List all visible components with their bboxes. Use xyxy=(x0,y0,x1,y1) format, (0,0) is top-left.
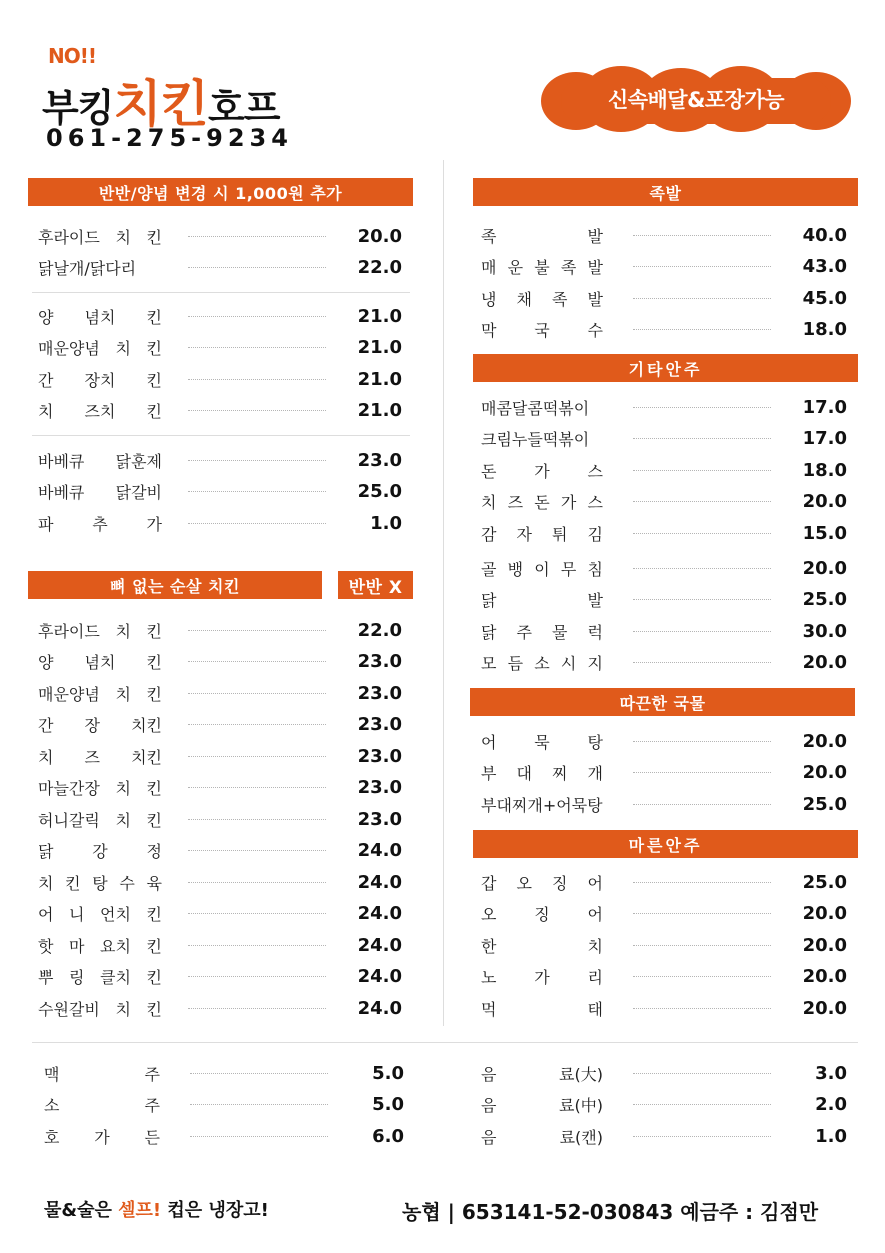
menu-item-name: 음 료(大) xyxy=(481,1064,603,1084)
menu-item-name: 오 징 어 xyxy=(481,905,603,924)
menu-item-price: 20.0 xyxy=(802,997,847,1019)
menu-item xyxy=(38,868,402,896)
leader-dots xyxy=(188,756,326,757)
leader-dots xyxy=(188,630,326,631)
menu-item-price: 24.0 xyxy=(357,997,402,1019)
menu-item xyxy=(38,774,402,802)
menu-item-name: 돈 가 스 xyxy=(481,461,603,481)
menu-item xyxy=(481,519,847,547)
leader-dots xyxy=(188,945,326,946)
menu-item xyxy=(38,805,402,833)
menu-item-price: 40.0 xyxy=(802,224,847,246)
leader-dots xyxy=(633,438,771,439)
leader-dots xyxy=(190,1104,328,1105)
menu-item-name: 음 료(中) xyxy=(481,1096,603,1115)
menu-item xyxy=(481,900,847,928)
menu-item xyxy=(38,222,402,250)
footer-self-service xyxy=(44,1196,269,1222)
menu-item-price: 24.0 xyxy=(357,871,402,893)
leader-dots xyxy=(188,976,326,977)
menu-item-name: 닭 강 정 xyxy=(38,842,162,861)
leader-dots xyxy=(188,661,326,662)
menu-item-name: 간 장 치킨 xyxy=(38,716,162,735)
menu-item xyxy=(481,586,847,614)
leader-dots xyxy=(633,533,771,534)
menu-item xyxy=(481,253,847,281)
menu-item-name: 호 가 든 xyxy=(44,1127,160,1147)
menu-item-name: 매콤달콤떡볶이 xyxy=(481,398,590,418)
leader-dots xyxy=(188,460,326,461)
menu-item-name: 노 가 리 xyxy=(481,968,603,987)
menu-item-price: 1.0 xyxy=(815,1125,847,1147)
menu-item xyxy=(481,963,847,991)
menu-item-name: 닭 주 물 럭 xyxy=(481,622,603,642)
menu-item-name: 치 즈 돈 가 스 xyxy=(481,493,603,512)
leader-dots xyxy=(188,693,326,694)
menu-item-price: 5.0 xyxy=(372,1094,404,1115)
menu-item-name: 뿌 링 클치 킨 xyxy=(38,968,162,987)
menu-item-price: 3.0 xyxy=(815,1062,847,1084)
menu-item-name: 어 묵 탕 xyxy=(481,732,603,752)
leader-dots xyxy=(633,772,771,773)
menu-item-name: 치 즈치 킨 xyxy=(38,402,162,421)
menu-item xyxy=(38,365,402,393)
leader-dots xyxy=(188,819,326,820)
menu-item-price: 23.0 xyxy=(357,745,402,767)
menu-item xyxy=(38,679,402,707)
leader-dots xyxy=(188,787,326,788)
leader-dots xyxy=(633,662,771,663)
leader-dots xyxy=(188,347,326,348)
menu-item xyxy=(481,727,847,755)
section-header-dry: 마른안주 xyxy=(473,830,858,858)
menu-item-price: 22.0 xyxy=(357,257,402,278)
menu-item xyxy=(38,397,402,425)
logo-part1: 부킹 xyxy=(42,86,114,130)
menu-item-name: 치 킨 탕 수 육 xyxy=(38,873,162,893)
menu-item xyxy=(481,456,847,484)
menu-item-name: 마늘간장 치 킨 xyxy=(38,779,162,798)
leader-dots xyxy=(633,631,771,632)
menu-item-name: 음 료(캔) xyxy=(481,1127,603,1147)
leader-dots xyxy=(188,523,326,524)
menu-item-name: 소 주 xyxy=(44,1096,160,1115)
menu-item-name: 크림누들떡볶이 xyxy=(481,430,590,449)
leader-dots xyxy=(188,882,326,883)
menu-item-name: 족 발 xyxy=(481,226,603,246)
menu-item-price: 21.0 xyxy=(357,400,402,421)
footer-bank-account: 농협 | 653141-52-030843 예금주 : 김점만 xyxy=(402,1200,819,1224)
menu-item-price: 21.0 xyxy=(357,305,402,327)
leader-dots xyxy=(188,1008,326,1009)
menu-item-price: 25.0 xyxy=(802,871,847,893)
leader-dots xyxy=(633,298,771,299)
leader-dots xyxy=(633,568,771,569)
menu-item-name: 후라이드 치 킨 xyxy=(38,621,162,641)
menu-item xyxy=(481,931,847,959)
menu-item xyxy=(38,900,402,928)
menu-item xyxy=(481,790,847,818)
menu-item xyxy=(481,649,847,677)
menu-item-name: 먹 태 xyxy=(481,999,603,1019)
menu-item-price: 20.0 xyxy=(802,934,847,956)
leader-dots xyxy=(633,599,771,600)
menu-item xyxy=(481,868,847,896)
section-header-chicken: 반반/양념 변경 시 1,000원 추가 xyxy=(28,178,413,206)
menu-item-name: 감 자 튀 김 xyxy=(481,524,603,544)
leader-dots xyxy=(633,741,771,742)
leader-dots xyxy=(633,329,771,330)
menu-item-price: 6.0 xyxy=(372,1125,404,1147)
leader-dots xyxy=(633,501,771,502)
menu-item-price: 25.0 xyxy=(357,481,402,502)
leader-dots xyxy=(633,1136,771,1137)
leader-dots xyxy=(188,316,326,317)
leader-dots xyxy=(188,491,326,492)
menu-item-price: 20.0 xyxy=(802,762,847,783)
menu-item-name: 골 뱅 이 무 침 xyxy=(481,559,603,579)
logo-prefix: NO!! xyxy=(48,44,96,68)
leader-dots xyxy=(633,407,771,408)
menu-item xyxy=(38,302,402,330)
menu-item xyxy=(481,759,847,787)
column-divider xyxy=(443,160,444,1026)
menu-item-name: 매 운 불 족 발 xyxy=(481,258,603,277)
menu-item-price: 24.0 xyxy=(357,840,402,861)
menu-item-price: 23.0 xyxy=(357,777,402,798)
leader-dots xyxy=(188,236,326,237)
menu-item xyxy=(38,742,402,770)
menu-item xyxy=(38,648,402,676)
leader-dots xyxy=(188,379,326,380)
leader-dots xyxy=(633,913,771,914)
menu-item-price: 23.0 xyxy=(357,682,402,704)
footer-left-1: 물&술은 xyxy=(44,1200,119,1221)
menu-item-price: 18.0 xyxy=(802,319,847,340)
menu-item-price: 23.0 xyxy=(357,808,402,830)
menu-item xyxy=(481,1122,847,1150)
menu-item-name: 수원갈비 치 킨 xyxy=(38,999,162,1019)
leader-dots xyxy=(633,1008,771,1009)
menu-item-name: 닭날개/닭다리 xyxy=(38,259,137,278)
menu-item-price: 5.0 xyxy=(372,1062,404,1084)
menu-item xyxy=(481,617,847,645)
menu-item-name: 바베큐 닭갈비 xyxy=(38,483,162,502)
menu-item-price: 43.0 xyxy=(802,256,847,277)
menu-item-name: 후라이드 치 킨 xyxy=(38,227,162,247)
menu-item-price: 21.0 xyxy=(357,368,402,390)
menu-item xyxy=(481,1091,847,1119)
menu-item-price: 20.0 xyxy=(802,730,847,752)
menu-item-price: 25.0 xyxy=(802,793,847,815)
menu-item-price: 18.0 xyxy=(802,459,847,481)
menu-item-name: 양 념치 킨 xyxy=(38,653,162,672)
menu-item xyxy=(44,1122,404,1150)
logo-part3: 호프 xyxy=(208,86,280,130)
leader-dots xyxy=(188,850,326,851)
menu-item-name: 막 국 수 xyxy=(481,321,603,340)
menu-item xyxy=(38,334,402,362)
menu-item-price: 15.0 xyxy=(802,522,847,544)
group-divider xyxy=(32,292,410,293)
section-header-etc: 기타안주 xyxy=(473,354,858,382)
menu-item-name: 치 즈 치킨 xyxy=(38,747,162,767)
menu-item-price: 23.0 xyxy=(357,449,402,471)
menu-item-price: 17.0 xyxy=(802,396,847,418)
menu-item xyxy=(38,446,402,474)
leader-dots xyxy=(633,470,771,471)
menu-item xyxy=(481,221,847,249)
menu-item-price: 20.0 xyxy=(802,903,847,924)
menu-item xyxy=(481,554,847,582)
menu-item-price: 22.0 xyxy=(357,619,402,641)
menu-item-price: 20.0 xyxy=(802,557,847,579)
menu-item xyxy=(481,425,847,453)
leader-dots xyxy=(188,724,326,725)
menu-item-name: 냉 채 족 발 xyxy=(481,289,603,309)
menu-item xyxy=(481,1059,847,1087)
leader-dots xyxy=(633,235,771,236)
section-header-jokbal: 족발 xyxy=(473,178,858,206)
menu-item-price: 2.0 xyxy=(815,1094,847,1115)
leader-dots xyxy=(188,913,326,914)
menu-item-name: 한 치 xyxy=(481,936,603,956)
menu-item-price: 20.0 xyxy=(357,225,402,247)
menu-item xyxy=(38,994,402,1022)
menu-item xyxy=(38,711,402,739)
menu-item-price: 20.0 xyxy=(802,491,847,512)
menu-item-price: 23.0 xyxy=(357,714,402,735)
footer-left-3: 컵은 냉장고! xyxy=(161,1200,269,1221)
menu-item-name: 매운양념 치 킨 xyxy=(38,684,162,704)
menu-item xyxy=(38,616,402,644)
menu-item xyxy=(38,931,402,959)
menu-item-name: 닭 발 xyxy=(481,591,603,610)
menu-item-name: 부대찌개+어묵탕 xyxy=(481,795,603,815)
group-divider xyxy=(32,435,410,436)
leader-dots xyxy=(633,1104,771,1105)
menu-item-name: 파 추 가 xyxy=(38,514,162,534)
menu-item-name: 허니갈릭 치 킨 xyxy=(38,810,162,830)
logo-part2: 치킨 xyxy=(113,75,209,133)
leader-dots xyxy=(633,804,771,805)
menu-item-name: 어 니 언치 킨 xyxy=(38,905,162,924)
leader-dots xyxy=(190,1073,328,1074)
menu-item xyxy=(481,284,847,312)
menu-item xyxy=(38,837,402,865)
leader-dots xyxy=(633,1073,771,1074)
menu-item-name: 맥 주 xyxy=(44,1064,160,1084)
boneless-note-badge: 반반 X xyxy=(338,571,413,599)
footer-left-2: 셀프! xyxy=(118,1200,162,1221)
menu-item-name: 매운양념 치 킨 xyxy=(38,339,162,358)
menu-item xyxy=(44,1059,404,1087)
menu-item xyxy=(481,393,847,421)
menu-item xyxy=(38,478,402,506)
menu-item-name: 양 념치 킨 xyxy=(38,307,162,327)
phone-number: 061-275-9234 xyxy=(46,124,293,152)
section-header-boneless: 뼈 없는 순살 치킨 xyxy=(28,571,322,599)
menu-item-price: 20.0 xyxy=(802,652,847,673)
menu-item xyxy=(38,509,402,537)
leader-dots xyxy=(633,976,771,977)
menu-item-price: 25.0 xyxy=(802,589,847,610)
leader-dots xyxy=(188,410,326,411)
menu-item-name: 모 듬 소 시 지 xyxy=(481,654,603,673)
menu-item-price: 45.0 xyxy=(802,287,847,309)
menu-item-price: 30.0 xyxy=(802,620,847,642)
menu-item-price: 23.0 xyxy=(357,651,402,672)
leader-dots xyxy=(188,267,326,268)
menu-item xyxy=(38,254,402,282)
menu-item xyxy=(481,316,847,344)
menu-item-price: 24.0 xyxy=(357,966,402,987)
leader-dots xyxy=(633,266,771,267)
menu-item-price: 21.0 xyxy=(357,337,402,358)
menu-item xyxy=(481,488,847,516)
menu-item-price: 1.0 xyxy=(370,512,402,534)
delivery-badge xyxy=(541,66,851,132)
leader-dots xyxy=(633,882,771,883)
menu-item-name: 갑 오 징 어 xyxy=(481,873,603,893)
delivery-badge-text: 신속배달&포장가능 xyxy=(607,88,785,112)
menu-item-price: 24.0 xyxy=(357,934,402,956)
leader-dots xyxy=(190,1136,328,1137)
leader-dots xyxy=(633,945,771,946)
menu-item xyxy=(481,994,847,1022)
menu-item-price: 20.0 xyxy=(802,966,847,987)
menu-item xyxy=(38,963,402,991)
menu-item-name: 부 대 찌 개 xyxy=(481,764,603,783)
menu-item-name: 핫 마 요치 킨 xyxy=(38,936,162,956)
menu-item-price: 24.0 xyxy=(357,903,402,924)
section-header-soup: 따끈한 국물 xyxy=(470,688,855,716)
menu-item-name: 바베큐 닭훈제 xyxy=(38,451,162,471)
menu-item-price: 17.0 xyxy=(802,428,847,449)
menu-item-name: 간 장치 킨 xyxy=(38,370,162,390)
drinks-divider xyxy=(32,1042,858,1043)
menu-item xyxy=(44,1091,404,1119)
